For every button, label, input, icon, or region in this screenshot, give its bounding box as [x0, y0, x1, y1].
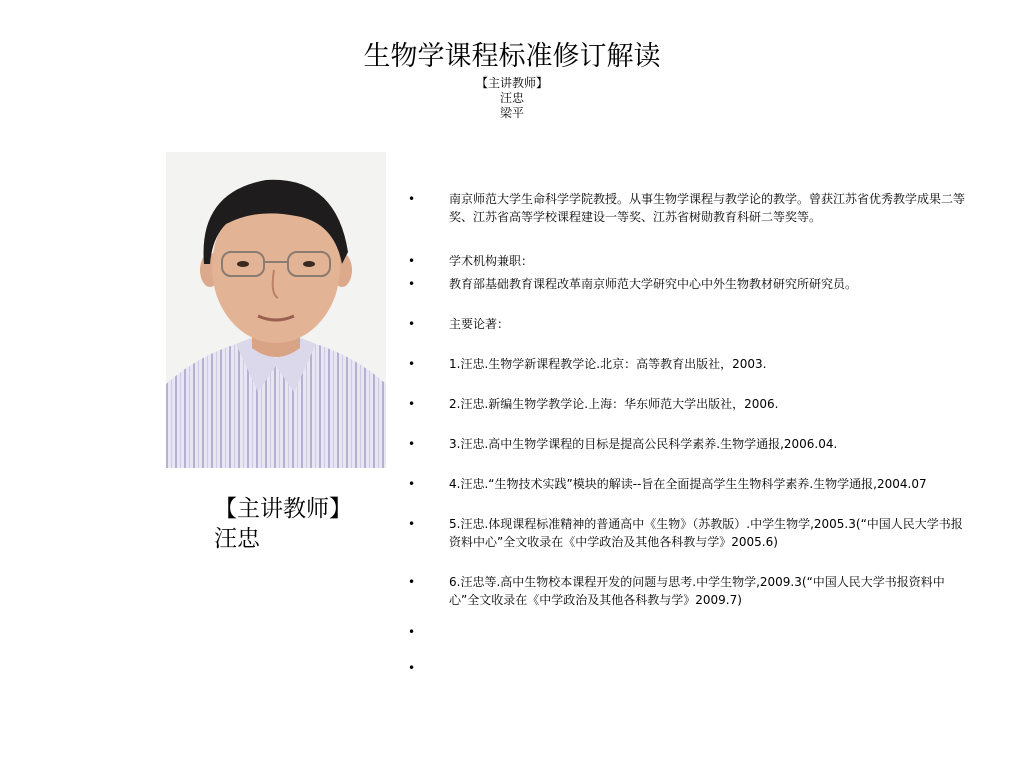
- bullet-work-2: • 2.汪忠.新编生物学教学论.上海：华东师范大学出版社，2006.: [405, 395, 965, 413]
- caption-name: 汪忠: [214, 526, 260, 552]
- bullet-empty-1: [405, 623, 965, 641]
- bullet-empty-2: [405, 659, 965, 677]
- caption: [214, 494, 352, 554]
- bullet-work-5: • 5.汪忠.体现课程标准精神的普通高中《生物》（苏教版）.中学生物学,2005.3(“中国人民大学书报资料中心”全文收录在《中学政治及其他各科教与学》2005.6): [405, 515, 965, 551]
- bullet-bio: • 南京师范大学生命科学学院教授。从事生物学课程与教学论的教学。曾获江苏省优秀教学成果二等奖、江苏省高等学校课程建设一等奖、江苏省树勋教育科研二等奖等。: [405, 190, 965, 226]
- bullet-positions-heading: • 学术机构兼职：: [405, 252, 965, 270]
- subtitle-teacher-1: 汪忠: [499, 91, 524, 105]
- teacher-portrait: [166, 152, 386, 468]
- slide-title: 生物学课程标准修订解读: [363, 41, 661, 72]
- bullet-work-1: • 1.汪忠.生物学新课程教学论.北京：高等教育出版社，2003.: [405, 355, 965, 373]
- bullet-work-4: • 4.汪忠.“生物技术实践”模块的解读--旨在全面提高学生生物科学素养.生物学通报,2004.07: [405, 475, 965, 493]
- subtitle-role: 【主讲教师】: [475, 76, 548, 90]
- bullet-work-6: • 6.汪忠等.高中生物校本课程开发的问题与思考.中学生物学,2009.3(“中国人民大学书报资料中心”全文收录在《中学政治及其他各科教与学》2009.7): [405, 573, 965, 609]
- bio-bullet-list: [405, 190, 965, 677]
- bullet-work-3: • 3.汪忠.高中生物学课程的目标是提高公民科学素养.生物学通报,2006.04.: [405, 435, 965, 453]
- slide-header: [0, 38, 1024, 121]
- bullet-position: • 教育部基础教育课程改革南京师范大学研究中心中外生物教材研究所研究员。: [405, 275, 965, 293]
- subtitle-teacher-2: 梁平: [499, 106, 524, 120]
- bullet-works-heading: • 主要论著：: [405, 315, 965, 333]
- caption-role: 【主讲教师】: [214, 496, 352, 522]
